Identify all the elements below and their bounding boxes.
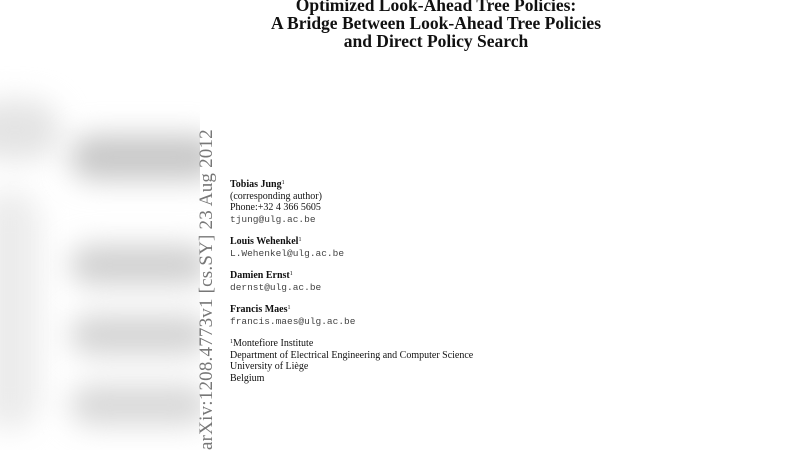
- author-phone: Phone:+32 4 366 5605: [230, 202, 321, 213]
- author-name: Damien Ernst: [230, 270, 290, 281]
- author-email: L.Wehenkel@ulg.ac.be: [230, 247, 345, 259]
- author-email: dernst@ulg.ac.be: [230, 281, 322, 293]
- author-name: Louis Wehenkel: [230, 236, 299, 247]
- affiliation-line: Belgium: [230, 372, 265, 384]
- author-block: Tobias Jung$^1$ (corresponding author) Phone:+32 4 366 5605 tjung@ulg.ac.be Louis Wehenkel$^1$ L.Wehenkel@ulg.ac.be Damien Ernst$^1$ dernst@ulg.ac.be Francis Maes$^1$ francis.maes@ulg.ac.be $^1$Montefiore Institute Department of Electrical Engineering and Computer Science University of Liège Belgium: [230, 179, 474, 384]
- title-line: and Direct Policy Search: [343, 31, 529, 51]
- author-name: Tobias Jung: [230, 179, 282, 190]
- author-email: francis.maes@ulg.ac.be: [230, 315, 356, 327]
- author-email: tjung@ulg.ac.be: [230, 213, 316, 225]
- author-name: Francis Maes: [230, 304, 288, 315]
- blurred-margin: [0, 0, 200, 450]
- title-line: Optimized Look-Ahead Tree Policies:: [295, 0, 577, 15]
- title-line: A Bridge Between Look-Ahead Tree Policies: [270, 13, 602, 33]
- author-note: (corresponding author): [230, 190, 322, 202]
- affiliation-line: University of Liège: [230, 361, 309, 372]
- affiliation-line: Department of Electrical Engineering and Computer Science: [230, 349, 474, 361]
- paper-title: [236, 0, 636, 50]
- arxiv-stamp: arXiv:1208.4773v1 [cs.SY] 23 Aug 2012: [196, 129, 217, 450]
- affiliation-line: Montefiore Institute: [233, 338, 314, 349]
